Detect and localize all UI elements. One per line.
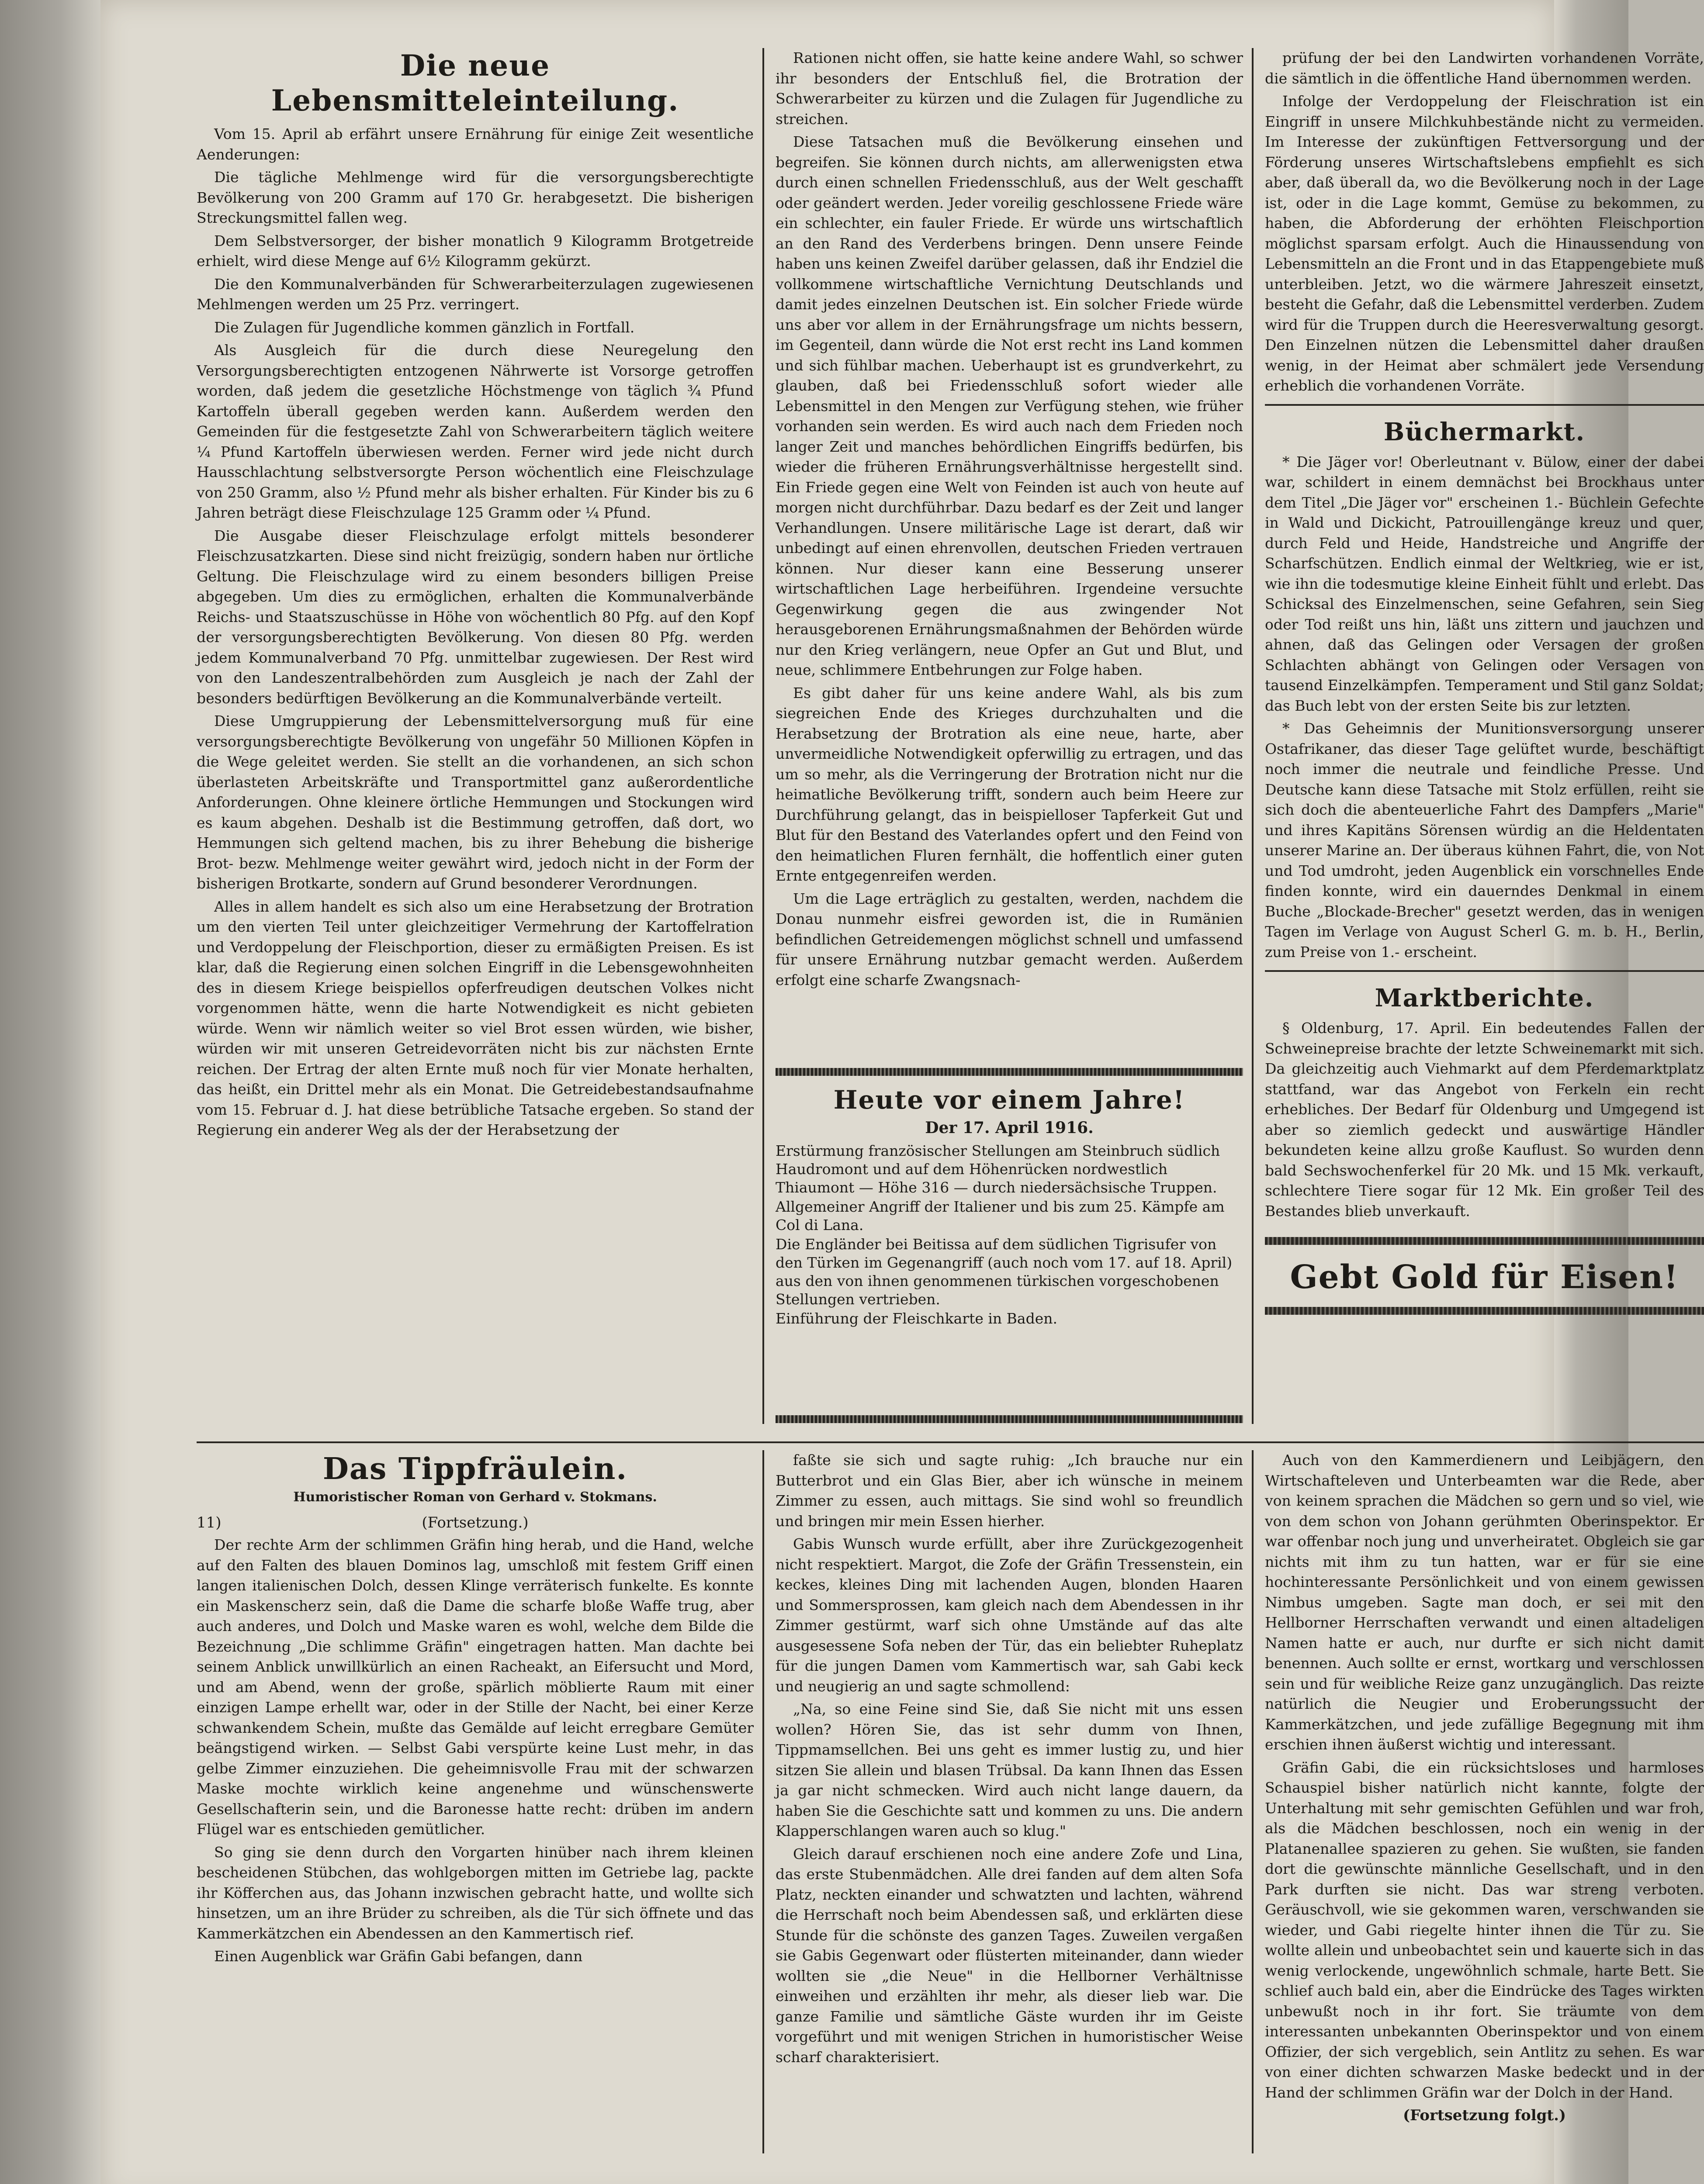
- books-section: [1265, 452, 1704, 963]
- anniversary-list: [776, 1142, 1243, 1328]
- anniversary-title: Heute vor einem Jahre!: [833, 1085, 1185, 1115]
- column-divider: [1252, 1450, 1254, 2153]
- paragraph: Gabis Wunsch wurde erfüllt, aber ihre Zurückgezogenheit nicht respektiert. Margot, die Zofe der Gräfin Tressenstein, ein keckes, kleines Ding mit lachenden Augen, blonden Haaren und Sommersprossen, kam gleich nach dem Abendessen in ihr Zimmer gestürmt, warf sich ohne Umstände auf das alte ausgesessene Sofa neben der Tür, das ein beliebter Ruheplatz für die jungen Damen vom Kammertisch war, sah Gabi keck und neugierig an und sagte schmollend:: [776, 1535, 1243, 1695]
- paragraph: Erstürmung französischer Stellungen am Steinbruch südlich Haudromont und auf dem Höhenrücken nordwestlich Thiaumont — Höhe 316 — durch niedersächsische Truppen.: [776, 1142, 1220, 1196]
- article-body-continued: [776, 48, 1243, 990]
- paragraph: Diese Tatsachen muß die Bevölkerung einsehen und begreifen. Sie können durch nichts, am allerwenigsten etwa durch einen schnellen Friedensschluß, aus der Welt geschafft oder geändert werden. Jeder voreilig geschlossene Friede wäre ein schlechter, ein fauler Friede. Er würde uns wirtschaftlich an den Rand des Verderbens bringen. Denn unsere Feinde haben uns keinen Zweifel darüber gelassen, daß ihr Endziel die vollkommene wirtschaftliche Vernichtung Deutschlands und damit jedes einzelnen Deutschen ist. Ein solcher Friede würde uns aber vor allem in der Ernährungsfrage um nichts bessern, im Gegenteil, dann würde die Not erst recht ins Land kommen und sich fühlbar machen. Ueberhaupt ist es grundverkehrt, zu glauben, daß bei Friedensschluß sofort wieder alle Lebensmittel in den Mengen zur Verfügung stehen, wie früher vorhanden sein werden. Es wird auch nach dem Frieden noch langer Zeit und manches behördlichen Eingriffs bedürfen, bis wieder die früheren Ernährungsverhältnisse hergestellt sind. Ein Friede gegen eine Welt von Feinden ist auch von heute auf morgen nicht durchführbar. Dazu bedarf es der Zeit und langer Verhandlungen. Unsere militärische Lage ist derart, daß wir unbedingt auf einen ehrenvollen, deutschen Frieden vertrauen können. Nur dieser kann eine Besserung unserer wirtschaftlichen Lage herbeiführen. Irgendeine versuchte Gegenwirkung gegen die aus zwingender Not herausgeborenen Ernährungsmaßnahmen der Behörden würde nur den Krieg verlängern, neue Opfer an Gut und Blut, und neue, schlimmere Entbehrungen zur Folge haben.: [776, 133, 1243, 678]
- paragraph: Gleich darauf erschienen noch eine andere Zofe und Lina, das erste Stubenmädchen. Alle drei fanden auf dem alten Sofa Platz, neckten einander und schwatzten und lachten, während die Herrschaft noch beim Abendessen saß, und erklärten diese Stunde für die schönste des ganzen Tages. Zuweilen vergaßen sie Gabis Gegenwart oder flüsterten miteinander, dann wieder wollten sie „die Neue" in die Hellborner Verhältnisse einweihen und erzählten ihr mehr, als dieser lieb war. Die ganze Familie und sämtliche Gäste wurden ihr im Geiste vorgeführt und mit wenigen Strichen in humoristischer Weise scharf charakterisiert.: [776, 1845, 1243, 2066]
- paragraph: Rationen nicht offen, sie hatte keine andere Wahl, so schwer ihr besonders der Entschluß fiel, die Brotration der Schwerarbeiter zu kürzen und die Zulagen für Jugendliche zu streichen.: [776, 49, 1243, 128]
- paragraph: Vom 15. April ab erfährt unsere Ernährung für einige Zeit wesentliche Aenderungen:: [197, 125, 754, 163]
- novel-column-3: [1265, 1450, 1704, 2153]
- to-be-continued: (Fortsetzung folgt.): [1403, 2107, 1566, 2124]
- novel-column-2: [776, 1450, 1243, 2153]
- slogan: Gebt Gold für Eisen!: [1290, 1258, 1679, 1296]
- article-food-allocation: [197, 48, 754, 1424]
- paragraph: Gräfin Gabi, die ein rücksichtsloses und harmloses Schauspiel bisher natürlich nicht kannte, folgte der Unterhaltung mit sehr gemischten Gefühlen und war froh, als die Mädchen beschlossen, noch ein wenig in der Platanenallee spazieren zu gehen. Sie wußten, sie fanden dort die gewünschte männliche Gesellschaft, und in den Park durften sie nicht. Das war streng verboten. Geräuschvoll, wie sie gekommen waren, verschwanden sie wieder, und Gabi riegelte hinter ihnen die Tür zu. Sie wollte allein und unbeobachtet sein und kauerte sich in das wenig verlockende, ungewöhnlich schmale, harte Bett. Sie schlief auch bald ein, aber die Eindrücke des Tages wirkten unbewußt noch in ihr fort. Sie träumte von dem interessanten unbekannten Oberinspektor und von einem Offizier, der sich vergeblich, sein Antlitz zu sehen. Es war von einer dichten schwarzen Maske bedeckt und in der Hand der schlimmen Gräfin war der Dolch in der Hand.: [1265, 1759, 1704, 2101]
- column-divider: [1252, 48, 1254, 1424]
- paragraph: Es gibt daher für uns keine andere Wahl, als bis zum siegreichen Ende des Krieges durchzuhalten und die Herabsetzung der Brotration als eine neue, harte, aber unvermeidliche Notwendigkeit opferwillig zu ertragen, und das um so mehr, als die Verringerung der Brotration nicht nur die heimatliche Bevölkerung trifft, sondern auch beim Heere zur Durchführung gelangt, das in beispielloser Tapferkeit Gut und Blut für den Bestand des Vaterlandes opfert und den Feind von den heimatlichen Fluren fernhält, die hoffentlich einer guten Ernte entgegenreifen werden.: [776, 684, 1243, 884]
- anniversary-box: [776, 1083, 1243, 1415]
- paragraph: Als Ausgleich für die durch diese Neuregelung den Versorgungsberechtigten entzogenen Nährwerte ist Vorsorge getroffen worden, daß jedem die gesetzliche Höchstmenge von täglich ¾ Pfund Kartoffeln überall gegeben werden kann. Außerdem werden den Gemeinden für die festgesetzte Zahl von Schwerarbeitern täglich weitere ¼ Pfund Kartoffeln überwiesen werden. Ferner wird jede nicht durch Hausschlachtung selbstversorgte Person wöchentlich eine Fleischzulage von 250 Gramm, also ½ Pfund mehr als bisher erhalten. Für Kinder bis zu 6 Jahren beträgt diese Fleischzulage 125 Gramm oder ¼ Pfund.: [197, 342, 754, 521]
- paragraph: Infolge der Verdoppelung der Fleischration ist ein Eingriff in unsere Milchkuhbestände nicht zu vermeiden. Im Interesse der zukünftigen Fettversorgung und der Förderung unseres Wirtschaftslebens empfiehlt es sich aber, daß überall da, wo die Bevölkerung noch in der Lage ist, oder in die Lage kommt, Gemüse zu bekommen, zu haben, die Abforderung der erhöhten Fleischportion möglichst sparsam erfolgt. Auch die Hinaussendung von Lebensmitteln an die Front und in das Etappengebiete muß unterbleiben. Jetzt, wo die wärmere Jahreszeit einsetzt, besteht die Gefahr, daß die Lebensmittel verderben. Zudem wird für die Truppen durch die Heeresverwaltung gesorgt. Den Einzelnen nützen die Lebensmittel daher draußen wenig, in der Heimat aber schmälert jede Versendung erheblich die vorhandenen Vorräte.: [1265, 93, 1704, 394]
- article-meat-ration: [1265, 48, 1704, 396]
- paragraph: Der rechte Arm der schlimmen Gräfin hing herab, und die Hand, welche auf den Falten des blauen Dominos lag, umschloß mit festem Griff einen langen italienischen Dolch, dessen Klinge verräterisch funkelte. Es konnte ein Maskenscherz sein, daß die Dame die scharfe bloße Waffe trug, aber auch anderes, und Dolch und Maske waren es wohl, welche dem Bilde die Bezeichnung „Die schlimme Gräfin" eingetragen hatten. Man dachte bei seinem Anblick unwillkürlich an einen Racheakt, an Eifersucht und Mord, und am Abend, wenn der große, spärlich möblierte Raum mit einer einzigen Lampe erhellt war, oder in der Stille der Nacht, bei einer Kerze schwankendem Schein, mußte das Gemälde auf leicht erregbare Gemüter beängstigend wirken. — Selbst Gabi verspürte keine Lust mehr, in das gelbe Zimmer einzuziehen. Die geheimnisvolle Frau mit der schwarzen Maske mochte wirklich keine angenehme und wünschenswerte Gesellschafterin sein, und die Baronesse hatte recht: drüben im andern Flügel war es entschieden gemütlicher.: [197, 1536, 754, 1838]
- horizontal-divider: [197, 1441, 1704, 1443]
- paragraph: Dem Selbstversorger, der bisher monatlich 9 Kilogramm Brotgetreide erhielt, wird diese Menge auf 6½ Kilogramm gekürzt.: [197, 232, 754, 270]
- novel-title: Das Tippfräulein.: [322, 1451, 628, 1486]
- newspaper-page: [100, 0, 1704, 2184]
- paragraph: Die Zulagen für Jugendliche kommen gänzlich in Fortfall.: [214, 318, 635, 336]
- book-binding-left: [0, 0, 100, 2184]
- installment-number: 11): [197, 1514, 222, 1531]
- paragraph: Alles in allem handelt es sich also um eine Herabsetzung der Brotration um den vierten Teil unter gleichzeitiger Vermehrung der Kartoffelration und Verdoppelung der Fleischportion, dieser zu ermäßigten Preisen. Es ist klar, daß die Regierung einen solchen Eingriff in die Lebensgewohnheiten des in diesem Kriege beispiellos opferfreudigen deutschen Volkes nicht vorgenommen hätte, wenn die harte Notwendigkeit es nicht gebieten würde. Wenn wir nämlich weiter so viel Brot essen würden, wie bisher, würden wir mit unseren Getreidevorräten nicht bis zur nächsten Ernte reichen. Der Ertrag der alten Ernte muß noch für vier Monate herhalten, das heißt, ein Drittel mehr als ein Monat. Die Getreidebestandsaufnahme vom 15. Februar d. J. hat diese betrübliche Tatsache ergeben. So stand der Regierung ein anderer Weg als der der Herabsetzung der: [197, 898, 754, 1138]
- paragraph: * Die Jäger vor! Oberleutnant v. Bülow, einer der dabei war, schildert in einem demnächst bei Brockhaus unter dem Titel „Die Jäger vor" erscheinen 1.- Büchlein Gefechte in Wald und Dickicht, Patrouillengänge kreuz und quer, durch Feld und Heide, Handstreiche und Angriffe der Scharfschützen. Endlich einmal der Weltkrieg, wie er ist, wie ihn die todesmutige kleine Einheit fühlt und erlebt. Das Schicksal des Einzelmenschen, seine Gefahren, sein Sieg oder Tod reißt uns hin, läßt uns zittern und jauchzen und ahnen, daß das Gelingen oder Versagen der großen Schlachten abhängt von Gelingen oder Versagen von tausend Einzelkämpfen. Temperament und Stil ganz Soldat; das Buch lebt von der ersten Seite bis zur letzten.: [1265, 453, 1704, 714]
- right-column: [1265, 48, 1704, 1424]
- article-title: Die neue Lebensmitteleinteilung.: [271, 48, 679, 117]
- section-rule: [1265, 970, 1704, 972]
- paragraph: Die den Kommunalverbänden für Schwerarbeiterzulagen zugewiesenen Mehlmengen werden um 25 Prz. verringert.: [197, 275, 754, 313]
- paragraph: Auch von den Kammerdienern und Leibjägern, den Wirtschafteleven und Unterbeamten war die Rede, aber von keinem sprachen die Mädchen so gern und so viel, wie von dem schon von Johann gerühmten Oberinspektor. Er war offenbar noch jung und unverheiratet. Obgleich sie gar nichts mit ihm zu tun hatten, war er für sie eine hochinteressante Persönlichkeit und von einem gewissen Nimbus umgeben. Sagte man doch, er sei mit den Hellborner Herrschaften verwandt und einen altadeligen Namen hatte er auch, nur durfte er sich nicht damit benennen. Auch sollte er ernst, wortkarg und verschlossen sein und für weibliche Reize ganz unzugänglich. Das reizte natürlich die Neugier und Eroberungssucht der Kammerkätzchen, und jede zufällige Begegnung mit ihm erschien ihnen äußerst wichtig und interessant.: [1265, 1451, 1704, 1753]
- continuation-note: (Fortsetzung.): [422, 1514, 529, 1531]
- installment-line: [197, 1510, 754, 1535]
- paragraph: Die Engländer bei Beitissa auf dem südlichen Tigrisufer von den Türken im Gegenangriff (auch noch vom 17. auf 18. April) aus den von ihnen genommenen türkischen vorgeschobenen Stellungen vertrieben.: [776, 1236, 1233, 1308]
- box-top-border: [776, 1068, 1243, 1076]
- slogan-bottom-border: [1265, 1307, 1704, 1315]
- paragraph: Einen Augenblick war Gräfin Gabi befangen, dann: [214, 1948, 583, 1965]
- section-rule: [1265, 404, 1704, 406]
- paragraph: Allgemeiner Angriff der Italiener und bis zum 25. Kämpfe am Col di Lana.: [776, 1198, 1225, 1234]
- paragraph: Einführung der Fleischkarte in Baden.: [776, 1310, 1057, 1327]
- paragraph: Die tägliche Mehlmenge wird für die versorgungsberechtigte Bevölkerung von 200 Gramm auf 170 Gr. herabgesetzt. Die bisherigen Streckungsmittel fallen weg.: [197, 169, 754, 226]
- anniversary-date: Der 17. April 1916.: [925, 1119, 1094, 1137]
- article-body: [197, 124, 754, 1140]
- paragraph: prüfung der bei den Landwirten vorhandenen Vorräte, die sämtlich in die öffentliche Hand übernommen werden.: [1265, 49, 1704, 87]
- novel-text-2: [776, 1450, 1243, 2067]
- column-divider: [762, 48, 764, 1424]
- paragraph: So ging sie denn durch den Vorgarten hinüber nach ihrem kleinen bescheidenen Stübchen, das wohlgeborgen mitten im Getriebe lag, packte ihr Köfferchen aus, das Johann inzwischen gebracht hatte, und wollte sich hinsetzen, um an ihre Brüder zu schreiben, als die Tür sich öffnete und das Kammerkätzchen ein Abendessen an den Kammertisch rief.: [197, 1843, 754, 1942]
- paragraph: Um die Lage erträglich zu gestalten, werden, nachdem die Donau nunmehr eisfrei geworden ist, die in Rumänien befindlichen Getreidemengen möglichst schnell und umfassend für unsere Ernährung nutzbar gemacht werden. Außerdem erfolgt eine scharfe Zwangsnach-: [776, 890, 1243, 988]
- paragraph: Diese Umgruppierung der Lebensmittelversorgung muß für eine versorgungsberechtigte Bevölkerung von ungefähr 50 Millionen Köpfen in die Wege geleitet werden. Sie stellt an die vorhandenen, an sich schon überlasteten Arbeitskräfte und Transportmittel ganz außerordentliche Anforderungen. Ohne kleinere örtliche Hemmungen und Stockungen wird es kaum abgehen. Deshalb ist die Bestimmung getroffen, daß dort, wo Hemmungen sich geltend machen, bis zu ihrer Behebung die bisherige Brot- bezw. Mehlmenge weiter gewährt wird, jedoch nicht in der Form der bisherigen Brotkarte, sondern auf Grund besonderer Verordnungen.: [197, 712, 754, 892]
- paragraph: „Na, so eine Feine sind Sie, daß Sie nicht mit uns essen wollen? Hören Sie, das ist sehr dumm von Ihnen, Tippmamsellchen. Bei uns geht es immer lustig zu, und hier sitzen Sie allein und blasen Trübsal. Da kann Ihnen das Essen ja gar nicht schmecken. Wird auch nicht lange dauern, da haben Sie die Geschichte satt und kommen zu uns. Die andern Klapperschlangen waren auch so klug.": [776, 1700, 1243, 1839]
- paragraph: Die Ausgabe dieser Fleischzulage erfolgt mittels besonderer Fleischzusatzkarten. Diese sind nicht freizügig, sondern haben nur örtliche Geltung. Die Fleischzulage wird zu einem besonders billigen Preise abgegeben. Um dies zu ermöglichen, erhalten die Kommunalverbände Reichs- und Staatszuschüsse in Höhe von wöchentlich 80 Pfg. auf den Kopf der versorgungsberechtigten Bevölkerung. Von diesen 80 Pfg. werden jedem Kommunalverband 70 Pfg. unmittelbar zugewiesen. Der Rest wird von den Landeszentralbehörden zum Ausgleich je nach der Zahl der besonders bedürftigen Bevölkerung an die Kommunalverbände verteilt.: [197, 527, 754, 707]
- novel-text-1: [197, 1535, 754, 1967]
- market-heading: Marktberichte.: [1375, 984, 1594, 1013]
- novel-subtitle: Humoristischer Roman von Gerhard v. Stokmans.: [293, 1489, 657, 1505]
- slogan-top-border: [1265, 1237, 1704, 1245]
- article-continuation: [776, 48, 1243, 1053]
- books-heading: Büchermarkt.: [1383, 417, 1586, 446]
- paragraph: faßte sie sich und sagte ruhig: „Ich brauche nur ein Butterbrot und ein Glas Bier, aber ich wünsche in meinem Zimmer zu essen, auch mittags. Sie sind wohl so freundlich und bringen mir mein Essen hierher.: [776, 1451, 1243, 1530]
- novel-column-1: [197, 1450, 754, 2153]
- box-bottom-border: [776, 1415, 1243, 1423]
- paragraph: * Das Geheimnis der Munitionsversorgung unserer Ostafrikaner, das dieser Tage gelüftet wurde, beschäftigt noch immer die neutrale und feindliche Presse. Und Deutsche kann diese Tatsache mit Stolz erfüllen, reiht sie sich doch die abenteuerliche Fahrt des Dampfers „Marie" und ihres Kapitäns Sörensen würdig an die Heldentaten unserer Marine an. Der überaus kühnen Fahrt, die, von Not und Tod umdroht, jeden Augenblick ein vorschnelles Ende finden konnte, wird ein dauerndes Denkmal in einem Buche „Blockade-Brecher" gesetzt werden, das in wenigen Tagen im Verlage von August Scherl G. m. b. H., Berlin, zum Preise von 1.- erscheint.: [1265, 720, 1704, 961]
- novel-text-3: [1265, 1450, 1704, 2103]
- market-report: § Oldenburg, 17. April. Ein bedeutendes Fallen der Schweinepreise brachte der letzte Schweinemarkt mit sich. Da gleichzeitig auch Viehmarkt auf dem Pferdemarktplatz stattfand, war das Angebot von Ferkeln ein recht erhebliches. Der Bedarf für Oldenburg und Umgegend ist aber so ziemlich gedeckt und auswärtige Händler bekundeten keine allzu große Kauflust. So wurden denn bald Sechswochenferkel für 20 Mk. und 15 Mk. verkauft, schlechtere Tiere sogar für 12 Mk. Ein großer Teil des Bestandes blieb unverkauft.: [1265, 1019, 1704, 1220]
- column-divider: [762, 1450, 764, 2153]
